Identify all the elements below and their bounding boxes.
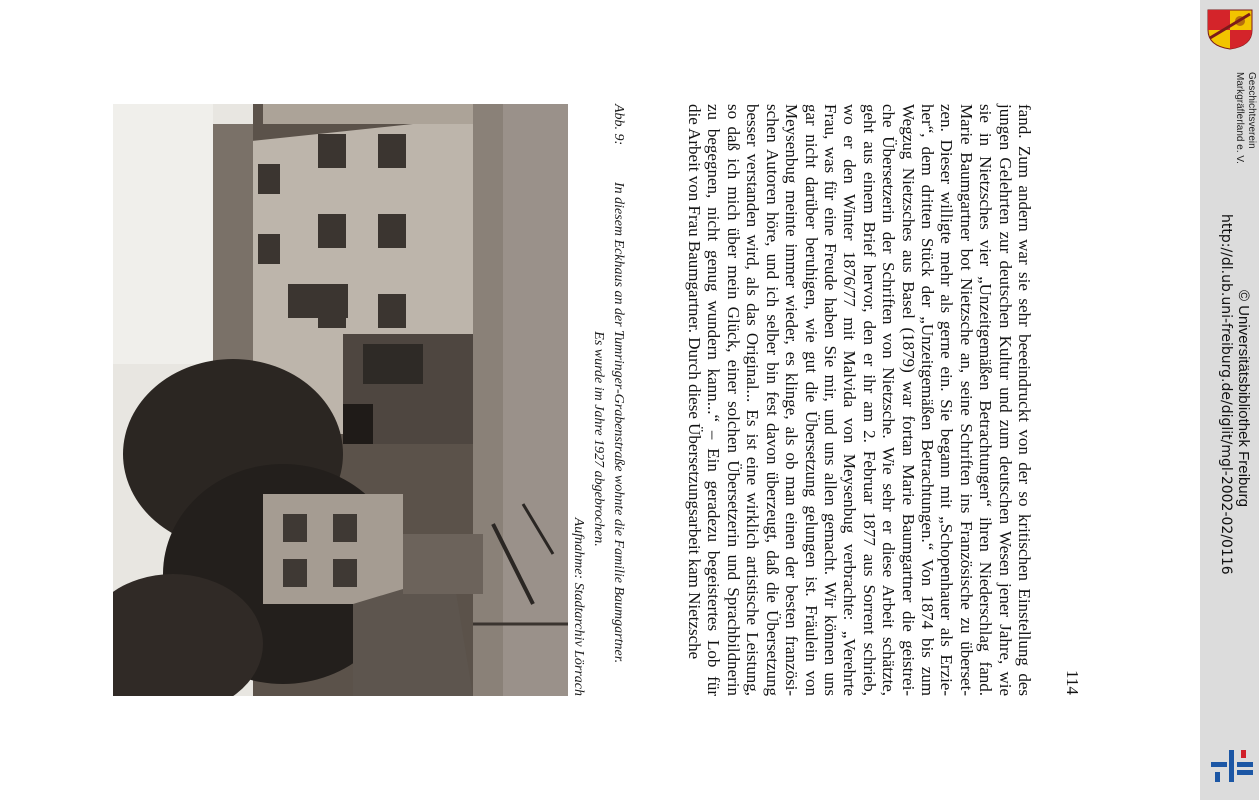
body-line: gar nicht darüber beruhigen, wie gut die Übersetzung gelungen ist. Fräulein von [801, 104, 821, 696]
body-line: zen. Dieser willigte mehr als gerne ein. Sie begann mit „Schopenhauer als Erzie- [937, 104, 957, 696]
coat-of-arms-icon [1206, 8, 1254, 50]
library-copyright: © Universitätsbibliothek Freiburg [1235, 290, 1252, 507]
body-line: wo er den Winter 1876/77 mit Malvida von Meysenbug verbrachte: „Verehrte [840, 104, 860, 696]
body-line: che Übersetzerin der Schriften von Nietzsche. Wie sehr er diese Arbeit schätzte, [879, 104, 899, 696]
caption-line-1: In diesem Eckhaus an der Tumringer-Grabenstraße wohnte die Familie Baumgartner. [611, 182, 626, 664]
society-line-2: Markgräflerland e. V. [1234, 72, 1245, 164]
body-line: jungen Gelehrten zur deutschen Kultur und zum deutschen Wesen jener Jahre, wie [995, 104, 1015, 696]
ub-freiburg-logo-icon [1211, 748, 1253, 784]
caption-line-2: Es wurde im Jahre 1927 abgebrochen. [591, 331, 606, 547]
body-line: Wegzug Nietzsches aus Basel (1879) war fortan Marie Baumgartner die geistrei- [898, 104, 918, 696]
society-name [1225, 72, 1257, 192]
figure-caption [566, 104, 628, 696]
photo-credit: Aufnahme: Stadtarchiv Lörrach [571, 517, 586, 696]
body-line: die Arbeit von Frau Baumgartner. Durch diese Übersetzungsarbeit kam Nietzsche [685, 104, 705, 660]
permalink-url[interactable]: http://dl.ub.uni-freiburg.de/diglit/mgl-2002-02/0116 [1218, 214, 1234, 575]
body-line: schen Autoren höre, und ich selber bin fest davon überzeugt, daß die Übersetzung [762, 104, 782, 696]
body-line: so daß ich mich über mein Glück, einer solchen Übersetzerin und Sprachbildnerin [723, 104, 743, 696]
body-line: sie in Nietzsches vier „Unzeitgemäßen Betrachtungen“ ihren Niederschlag fand. [976, 104, 996, 696]
body-line: Meysenbug meinte immer wieder, es klinge, als ob man einen der besten französi- [782, 104, 802, 696]
body-line: Marie Baumgartner bot Nietzsche an, seine Schriften ins Französische zu überset- [956, 104, 976, 696]
historic-photograph [113, 104, 568, 696]
body-line: Frau, was für eine Freude haben Sie mir, und uns allen gemacht. Wir können uns [820, 104, 840, 696]
body-text [654, 104, 1034, 696]
page-number: 114 [1063, 670, 1082, 695]
body-line: besser verstanden wird, als das Original... Es ist eine wirklich artistische Leistung, [743, 104, 763, 696]
body-line: fand. Zum andern war sie sehr beeeindruckt von der so kritischen Einstellung des [1015, 104, 1034, 696]
figure-label: Abb. 9: [611, 104, 626, 146]
body-line: geht aus einem Brief hervor, den er ihr am 2. Februar 1877 aus Sorrent schrieb, [859, 104, 879, 696]
body-line: zu begegnen, nicht genug wundern kann...“ – Ein geradezu begeistertes Lob für [704, 104, 724, 696]
society-line-1: Geschichtsverein [1246, 72, 1257, 149]
body-line: her“, dem dritten Stück der „Unzeitgemäßen Betrachtungen.“ Von 1874 bis zum [917, 104, 937, 696]
